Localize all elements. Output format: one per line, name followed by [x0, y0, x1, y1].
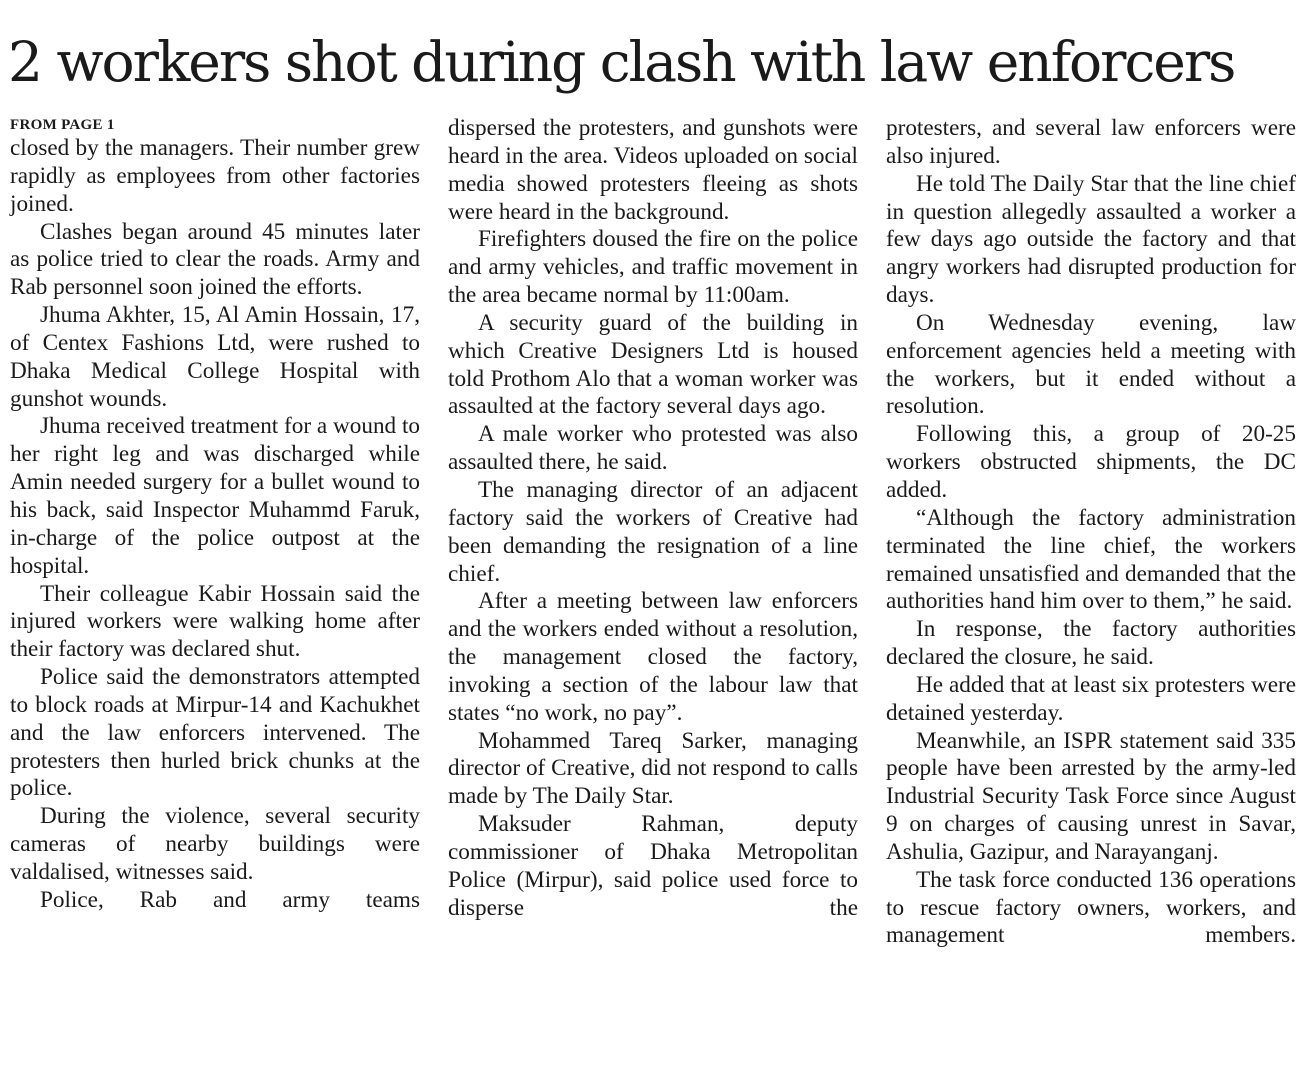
article-paragraph: A male worker who protested was also assaulted there, he said.	[448, 421, 858, 476]
article-paragraph: Meanwhile, an ISPR statement said 335 people have been arrested by the army-led Industrial Security Task Force since August 9 on charges of causing unrest in Savar, Ashulia, Gazipur, and Narayanganj.	[886, 727, 1296, 865]
article-paragraph: Jhuma Akhter, 15, Al Amin Hossain, 17, of Centex Fashions Ltd, were rushed to Dhaka Medical College Hospital with gunshot wounds.	[10, 302, 420, 412]
article-paragraph: On Wednesday evening, law enforcement agencies held a meeting with the workers, but it ended without a resolution.	[886, 309, 1296, 420]
article-paragraph: Their colleague Kabir Hossain said the injured workers were walking home after their factory was declared shut.	[10, 580, 420, 663]
article-paragraph: He added that at least six protesters were detained yesterday.	[886, 671, 1296, 726]
article-paragraph: The managing director of an adjacent factory said the workers of Creative had been demanding the resignation of a line chief.	[448, 476, 858, 587]
column-body	[886, 115, 1296, 950]
article-paragraph: Maksuder Rahman, deputy commissioner of Dhaka Metropolitan Police (Mirpur), said police used force to disperse the	[448, 811, 858, 921]
from-page-kicker: FROM PAGE 1	[10, 117, 115, 133]
article-column-1	[10, 115, 420, 915]
headline: 2 workers shot during clash with law enforcers	[8, 30, 1235, 94]
article-paragraph: The task force conducted 136 operations to rescue factory owners, workers, and management members.	[886, 866, 1296, 949]
article-paragraph: Following this, a group of 20-25 workers obstructed shipments, the DC added.	[886, 421, 1296, 503]
column-body	[10, 135, 420, 915]
column-body	[448, 115, 858, 922]
article-paragraph: Jhuma received treatment for a wound to her right leg and was discharged while Amin needed surgery for a bullet wound to his back, said Inspector Muhammd Faruk, in-charge of the police outpost at the hospital.	[10, 413, 420, 579]
article-column-2	[448, 115, 858, 922]
article-paragraph: He told The Daily Star that the line chief in question allegedly assaulted a worker a few days ago outside the factory and that angry workers had disrupted production for days.	[886, 170, 1296, 309]
article-paragraph: closed by the managers. Their number grew rapidly as employees from other factories joined.	[10, 135, 420, 217]
article-column-3	[886, 115, 1296, 950]
article-paragraph: Police, Rab and army teams	[40, 886, 420, 913]
article-paragraph: “Although the factory administration terminated the line chief, the workers remained unsatisfied and demanded that the authorities hand him over to them,” he said.	[886, 504, 1296, 615]
article-paragraph: Firefighters doused the fire on the police and army vehicles, and traffic movement in the area became normal by 11:00am.	[448, 226, 858, 309]
article-paragraph: During the violence, several security cameras of nearby buildings were valdalised, witnesses said.	[10, 803, 420, 885]
article-paragraph: dispersed the protesters, and gunshots were heard in the area. Videos uploaded on social media showed protesters fleeing as shots were heard in the background.	[448, 115, 858, 225]
article-paragraph: protesters, and several law enforcers were also injured.	[886, 115, 1296, 169]
article-paragraph: A security guard of the building in which Creative Designers Ltd is housed told Prothom Alo that a woman worker was assaulted at the factory several days ago.	[448, 309, 858, 420]
article-paragraph: After a meeting between law enforcers and the workers ended without a resolution, the management closed the factory, invoking a section of the labour law that states “no work, no pay”.	[448, 588, 858, 726]
article-paragraph: Police said the demonstrators attempted to block roads at Mirpur-14 and Kachukhet and the law enforcers intervened. The protesters then hurled brick chunks at the police.	[10, 664, 420, 802]
article-paragraph: In response, the factory authorities declared the closure, he said.	[886, 616, 1296, 671]
article-paragraph: Clashes began around 45 minutes later as police tried to clear the roads. Army and Rab personnel soon joined the efforts.	[10, 218, 420, 301]
article-paragraph: Mohammed Tareq Sarker, managing director of Creative, did not respond to calls made by The Daily Star.	[448, 727, 858, 810]
